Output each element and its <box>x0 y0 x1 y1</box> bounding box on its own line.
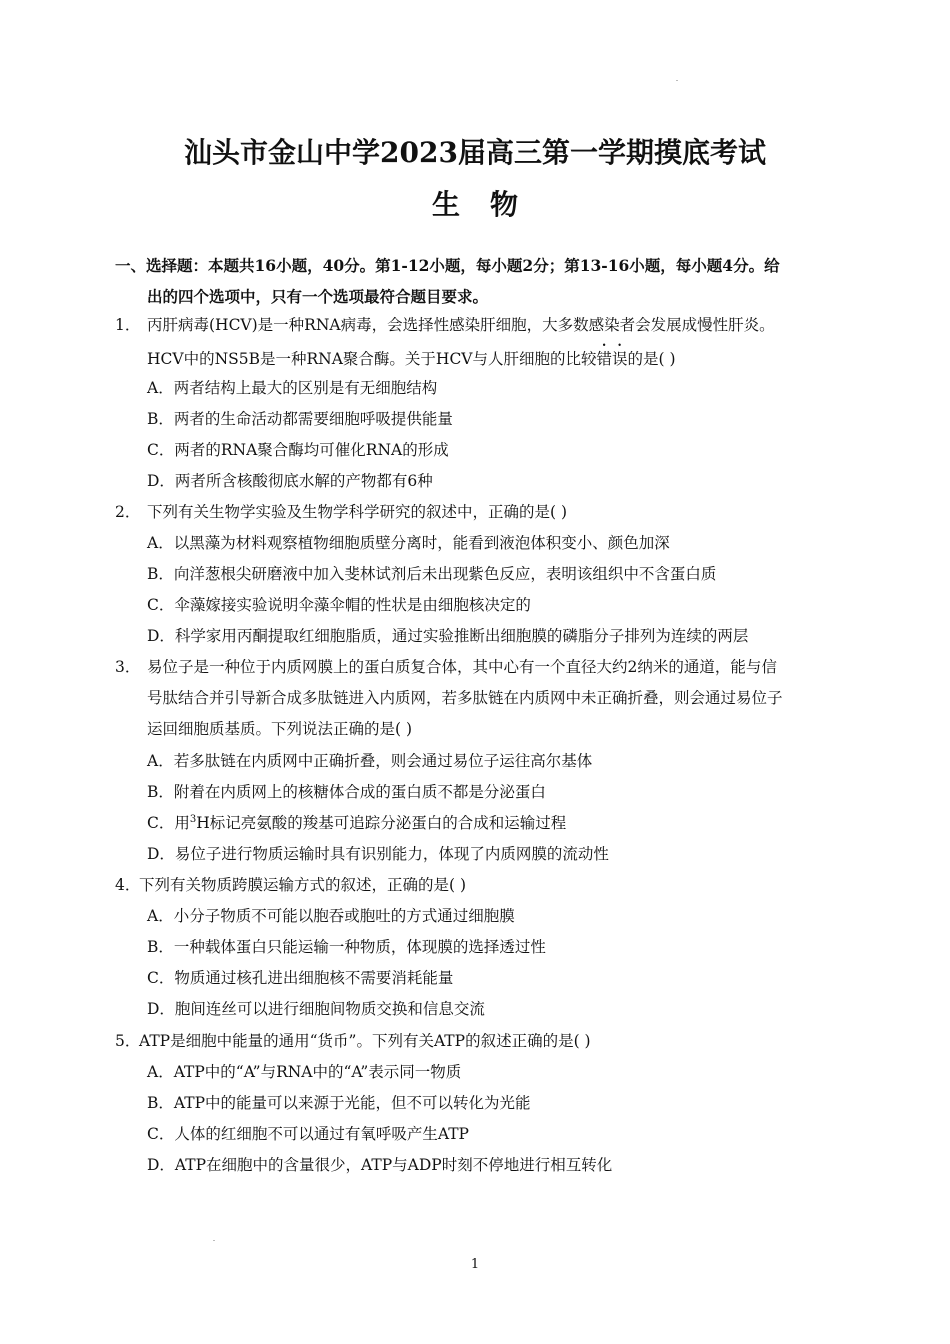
subject-title <box>0 183 950 223</box>
option-1d: D．两者所含核酸彻底水解的产物都有6种 <box>147 472 433 490</box>
question-3 <box>115 652 845 745</box>
option-2b: B．向洋葱根尖研磨液中加入斐林试剂后未出现紫色反应，表明该组织中不含蛋白质 <box>147 565 717 583</box>
superscript: 3 <box>189 813 197 825</box>
section-line-1: 一、选择题：本题共16小题，40分。第1-12小题，每小题2分；第13-16小题，每小题4分。给 <box>115 256 780 275</box>
question-stem: 丙肝病毒(HCV)是一种RNA病毒，会选择性感染肝细胞，大多数感染者会发展成慢性肝炎。 <box>147 316 775 334</box>
section-line-2: 出的四个选项中，只有一个选项最符合题目要求。 <box>147 287 489 306</box>
question-number: 1． <box>115 316 141 334</box>
subject-char-1: 生 <box>431 188 460 221</box>
option-4c: C．物质通过核孔进出细胞核不需要消耗能量 <box>147 969 454 987</box>
question-2 <box>115 497 845 528</box>
question-stem: 易位子是一种位于内质网膜上的蛋白质复合体，其中心有一个直径大约2纳米的通道，能与信 <box>147 658 777 676</box>
option-2d: D．科学家用丙酮提取红细胞脂质，通过实验推断出细胞膜的磷脂分子排列为连续的两层 <box>147 627 749 645</box>
option-5b: B．ATP中的能量可以来源于光能，但不可以转化为光能 <box>147 1094 531 1112</box>
option-2c: C．伞藻嫁接实验说明伞藻伞帽的性状是由细胞核决定的 <box>147 596 531 614</box>
option-4d: D．胞间连丝可以进行细胞间物质交换和信息交流 <box>147 1000 485 1018</box>
page-number: 1 <box>470 1257 480 1272</box>
exam-title: 汕头市金山中学2023届高三第一学期摸底考试 <box>184 136 766 169</box>
scan-speck <box>676 80 678 81</box>
question-number: 5． <box>115 1032 141 1050</box>
option-1b: B．两者的生命活动都需要细胞呼吸提供能量 <box>147 410 453 428</box>
question-stem: 下列有关生物学实验及生物学科学研究的叙述中，正确的是( ) <box>147 503 568 521</box>
option-4b: B．一种载体蛋白只能运输一种物质，体现膜的选择透过性 <box>147 938 546 956</box>
question-1 <box>115 310 845 375</box>
option-1a: A．两者结构上最大的区别是有无细胞结构 <box>147 379 438 397</box>
option-5c: C．人体的红细胞不可以通过有氧呼吸产生ATP <box>147 1125 469 1143</box>
question-stem: ATP是细胞中能量的通用“货币”。下列有关ATP的叙述正确的是( ) <box>139 1032 591 1050</box>
section-heading <box>115 250 845 312</box>
emphasis-text: 错误 <box>596 350 628 368</box>
question-stem-cont: 运回细胞质基质。下列说法正确的是( ) <box>147 720 413 738</box>
option-2a: A．以黑藻为材料观察植物细胞质壁分离时，能看到液泡体积变小、颜色加深 <box>147 534 670 552</box>
question-number: 3． <box>115 658 141 676</box>
option-3c: C．用$^3$H标记亮氨酸的羧基可追踪分泌蛋白的合成和运输过程 <box>147 813 567 832</box>
question-4 <box>115 870 845 901</box>
option-1c: C．两者的RNA聚合酶均可催化RNA的形成 <box>147 441 449 459</box>
scan-speck <box>213 1240 215 1241</box>
question-stem: 下列有关物质跨膜运输方式的叙述，正确的是( ) <box>139 876 467 894</box>
question-stem-cont: 号肽结合并引导新合成多肽链进入内质网，若多肽链在内质网中未正确折叠，则会通过易位子 <box>147 689 783 707</box>
question-stem-cont: HCV中的NS5B是一种RNA聚合酶。关于HCV与人肝细胞的比较错误的是( ) <box>147 350 676 368</box>
option-5a: A．ATP中的“A”与RNA中的“A”表示同一物质 <box>147 1063 462 1081</box>
subject-char-2: 物 <box>490 188 519 221</box>
option-5d: D．ATP在细胞中的含量很少，ATP与ADP时刻不停地进行相互转化 <box>147 1156 613 1174</box>
option-3d: D．易位子进行物质运输时具有识别能力，体现了内质网膜的流动性 <box>147 845 609 863</box>
option-3b: B．附着在内质网上的核糖体合成的蛋白质不都是分泌蛋白 <box>147 783 546 801</box>
question-5 <box>115 1026 845 1057</box>
option-3a: A．若多肽链在内质网中正确折叠，则会通过易位子运往高尔基体 <box>147 752 593 770</box>
question-number: 4． <box>115 876 141 894</box>
question-number: 2． <box>115 503 141 521</box>
option-4a: A．小分子物质不可能以胞吞或胞吐的方式通过细胞膜 <box>147 907 515 925</box>
